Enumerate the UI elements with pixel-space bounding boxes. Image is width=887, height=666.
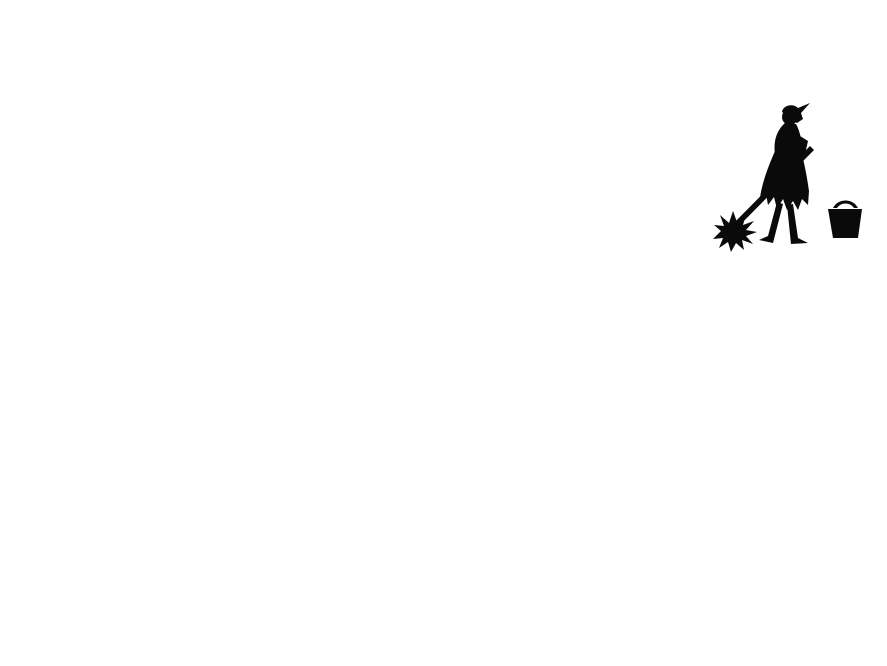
front-leg xyxy=(759,202,783,243)
back-leg xyxy=(787,204,808,244)
bucket-handle xyxy=(833,201,858,209)
ragged-skirt xyxy=(760,151,809,210)
broom-head xyxy=(713,211,757,252)
bucket xyxy=(828,209,862,238)
cinderella-sweeping-silhouette-illustration xyxy=(713,97,865,254)
